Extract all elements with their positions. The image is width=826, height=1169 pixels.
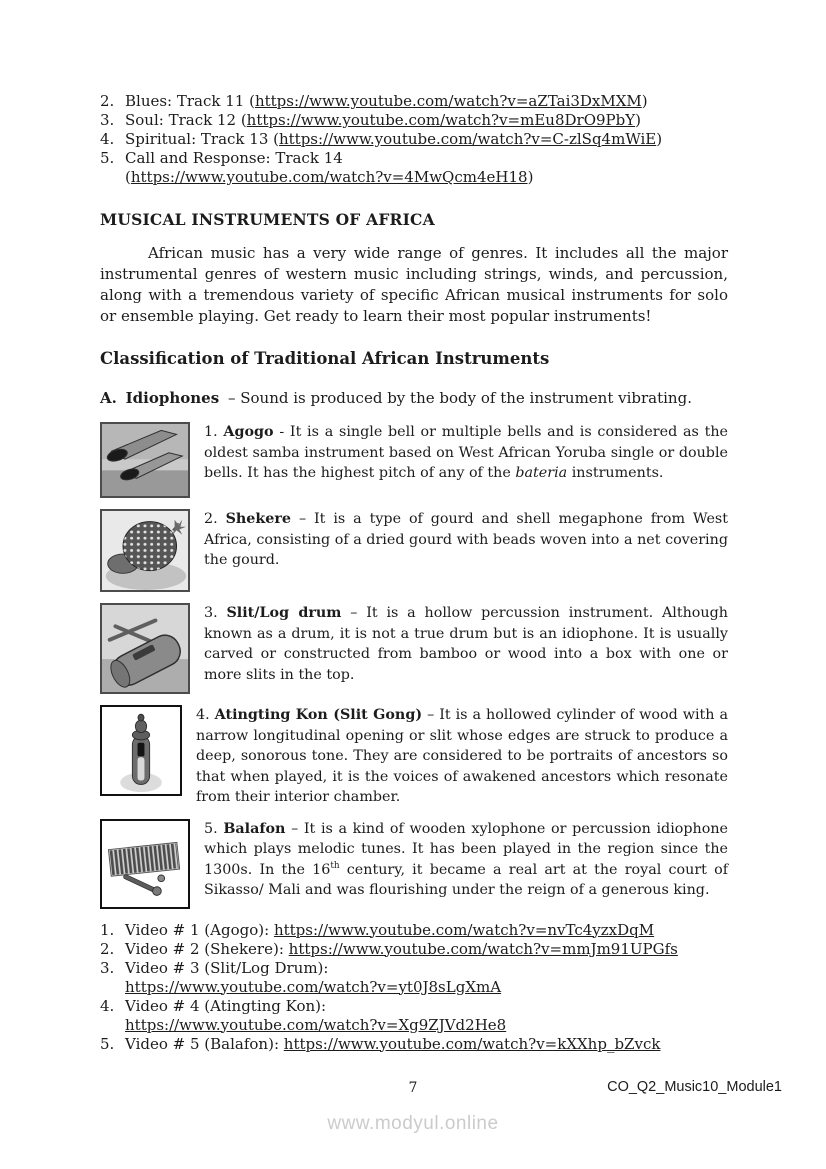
instrument-text-cont: instruments.: [567, 465, 664, 481]
list-number: 3.: [100, 111, 115, 129]
video-label: Video # 2 (Shekere):: [125, 939, 284, 958]
dash: –: [298, 511, 307, 527]
video-list-item: [100, 921, 728, 940]
instrument-number: 5.: [204, 820, 218, 837]
close-paren: ): [527, 168, 534, 186]
superscript: th: [330, 860, 340, 871]
dash: -: [279, 424, 285, 440]
instrument-name: Balafon: [223, 820, 286, 837]
instrument-number: 1.: [204, 424, 218, 440]
video-link[interactable]: https://www.youtube.com/watch?v=mmJm91UPGfs: [288, 939, 678, 958]
video-entry: [125, 997, 728, 1035]
track-link[interactable]: https://www.youtube.com/watch?v=mEu8DrO9PbY: [246, 111, 636, 129]
slit-drum-illustration: [102, 605, 188, 692]
video-list-item: [100, 959, 728, 997]
shekere-gourd-illustration: [102, 511, 188, 590]
video-link[interactable]: https://www.youtube.com/watch?v=nvTc4yzxDqM: [273, 920, 655, 939]
track-label: Spiritual: Track 13 (: [125, 130, 279, 148]
instrument-number: 4.: [196, 707, 210, 723]
instrument-item-balafon: [100, 819, 728, 909]
track-entry: [125, 149, 728, 187]
dash: –: [291, 820, 299, 837]
instrument-text: It is a type of gourd and shell megaphone from West Africa, consisting of a dried gourd with beads woven into a net covering the gourd.: [204, 511, 729, 568]
italic-term: bateria: [515, 465, 568, 481]
footer-module-code: CO_Q2_Music10_Module1: [607, 1079, 782, 1095]
video-link[interactable]: https://www.youtube.com/watch?v=yt0J8sLgXmA: [125, 977, 502, 996]
instrument-name: Atingting Kon (Slit Gong): [214, 707, 423, 723]
close-paren: ): [656, 130, 663, 148]
instrument-name: Slit/Log drum: [226, 605, 342, 621]
agogo-image: [100, 422, 190, 498]
track-label: Blues: Track 11 (: [125, 92, 255, 110]
intro-paragraph: African music has a very wide range of genres. It includes all the major instrumental genres of western music including strings, winds, and percussion, along with a tremendous variety of specific African musical instruments for solo or ensemble playing. Get ready to learn their most popular instruments!: [100, 244, 728, 325]
video-link[interactable]: https://www.youtube.com/watch?v=kXXhp_bZvck: [283, 1034, 661, 1053]
track-list: [100, 92, 728, 187]
instrument-description: [204, 509, 728, 592]
instrument-number: 3.: [204, 605, 218, 621]
instrument-item-atingting-kon: [100, 705, 728, 808]
video-link[interactable]: https://www.youtube.com/watch?v=Xg9ZJVd2He8: [125, 1015, 507, 1034]
video-label: Video # 5 (Balafon):: [125, 1034, 279, 1053]
track-list-item: [100, 130, 728, 149]
atingting-kon-image: [100, 705, 182, 796]
close-paren: ): [641, 92, 648, 110]
watermark: www.modyul.online: [327, 1113, 499, 1134]
track-list-item: [100, 111, 728, 130]
video-list: [100, 921, 728, 1054]
list-number: 4.: [100, 996, 115, 1015]
video-list-item: [100, 997, 728, 1035]
instrument-name: Agogo: [223, 424, 274, 440]
slit-drum-image: [100, 603, 190, 694]
instrument-text: It is a hollow percussion instrument. Although known as a drum, it is not a true drum but is an idiophone. It is usually carved or constructed from bamboo or wood into a box with one or more slits in the top.: [204, 605, 728, 683]
close-paren: ): [635, 111, 641, 129]
slit-gong-illustration: [102, 707, 180, 794]
video-entry: [125, 940, 728, 959]
dash: –: [427, 707, 435, 723]
list-number: 5.: [100, 1034, 115, 1053]
video-entry: [125, 921, 728, 940]
instrument-item-slit-drum: [100, 603, 728, 694]
instrument-text-cont: century, it became a real art at the royal court of Sikasso/ Mali and was flourishing under the reign of a generous king.: [204, 861, 729, 898]
video-list-item: [100, 940, 728, 959]
track-link[interactable]: https://www.youtube.com/watch?v=aZTai3DxMXM: [254, 92, 642, 110]
page-number: 7: [408, 1080, 418, 1096]
dash: –: [227, 389, 236, 407]
shekere-image: [100, 509, 190, 592]
instrument-item-agogo: [100, 422, 728, 498]
video-label: Video # 3 (Slit/Log Drum):: [125, 958, 329, 977]
track-label: Soul: Track 12 (: [125, 111, 247, 129]
track-entry: [125, 92, 728, 111]
classification-letter: A.: [100, 389, 117, 407]
idiophones-definition: [100, 388, 728, 408]
video-label: Video # 4 (Atingting Kon):: [125, 996, 327, 1015]
list-number: 4.: [100, 130, 115, 148]
instrument-description: [204, 603, 728, 694]
list-number: 1.: [100, 920, 115, 939]
instrument-number: 2.: [204, 511, 218, 527]
instrument-text: It is a single bell or multiple bells and is considered as the oldest samba instrument based on West African Yoruba single or double bells. It has the highest pitch of any of the: [204, 424, 728, 481]
track-list-item: [100, 92, 728, 111]
subsection-title: Classification of Traditional African Instruments: [100, 349, 550, 368]
instrument-name: Shekere: [225, 511, 292, 527]
video-entry: [125, 1035, 728, 1054]
classification-text: Sound is produced by the body of the instrument vibrating.: [240, 389, 692, 407]
open-paren: (: [125, 168, 131, 186]
video-label: Video # 1 (Agogo):: [125, 920, 270, 939]
track-link[interactable]: https://www.youtube.com/watch?v=4MwQcm4eH18: [130, 168, 528, 186]
instrument-description: [204, 422, 728, 498]
balafon-xylophone-illustration: [102, 821, 188, 907]
video-list-item: [100, 1035, 728, 1054]
instrument-item-shekere: [100, 509, 728, 592]
instrument-description: [196, 705, 728, 808]
list-number: 2.: [100, 939, 115, 958]
section-title: MUSICAL INSTRUMENTS OF AFRICA: [100, 210, 435, 229]
track-entry: [125, 111, 728, 130]
agogo-bells-illustration: [102, 424, 188, 496]
list-number: 2.: [100, 92, 115, 110]
list-number: 3.: [100, 958, 115, 977]
list-number: 5.: [100, 149, 115, 167]
page-content: [100, 92, 728, 1054]
track-entry: [125, 130, 728, 149]
instrument-text: It is a hollowed cylinder of wood with a narrow longitudinal opening or slit whose edges are struck to produce a deep, sonorous tone. They are considered to be portraits of ancestors so that when played, it is the voices of awakened ancestors which resonate from their interior chamber.: [196, 707, 729, 805]
instrument-text: It is a kind of wooden xylophone or percussion idiophone which plays melodic tunes. It has been played in the region since the 1300s. In the: [204, 820, 729, 878]
track-label: Call and Response: Track 14: [125, 149, 343, 167]
balafon-image: [100, 819, 190, 909]
track-link[interactable]: https://www.youtube.com/watch?v=C-zlSq4mWiE: [278, 130, 657, 148]
superscript-base: 16: [312, 861, 331, 878]
video-entry: [125, 959, 728, 997]
dash: –: [350, 605, 358, 621]
track-list-item: [100, 149, 728, 187]
instrument-description: [204, 819, 728, 909]
classification-term: Idiophones: [125, 389, 220, 407]
